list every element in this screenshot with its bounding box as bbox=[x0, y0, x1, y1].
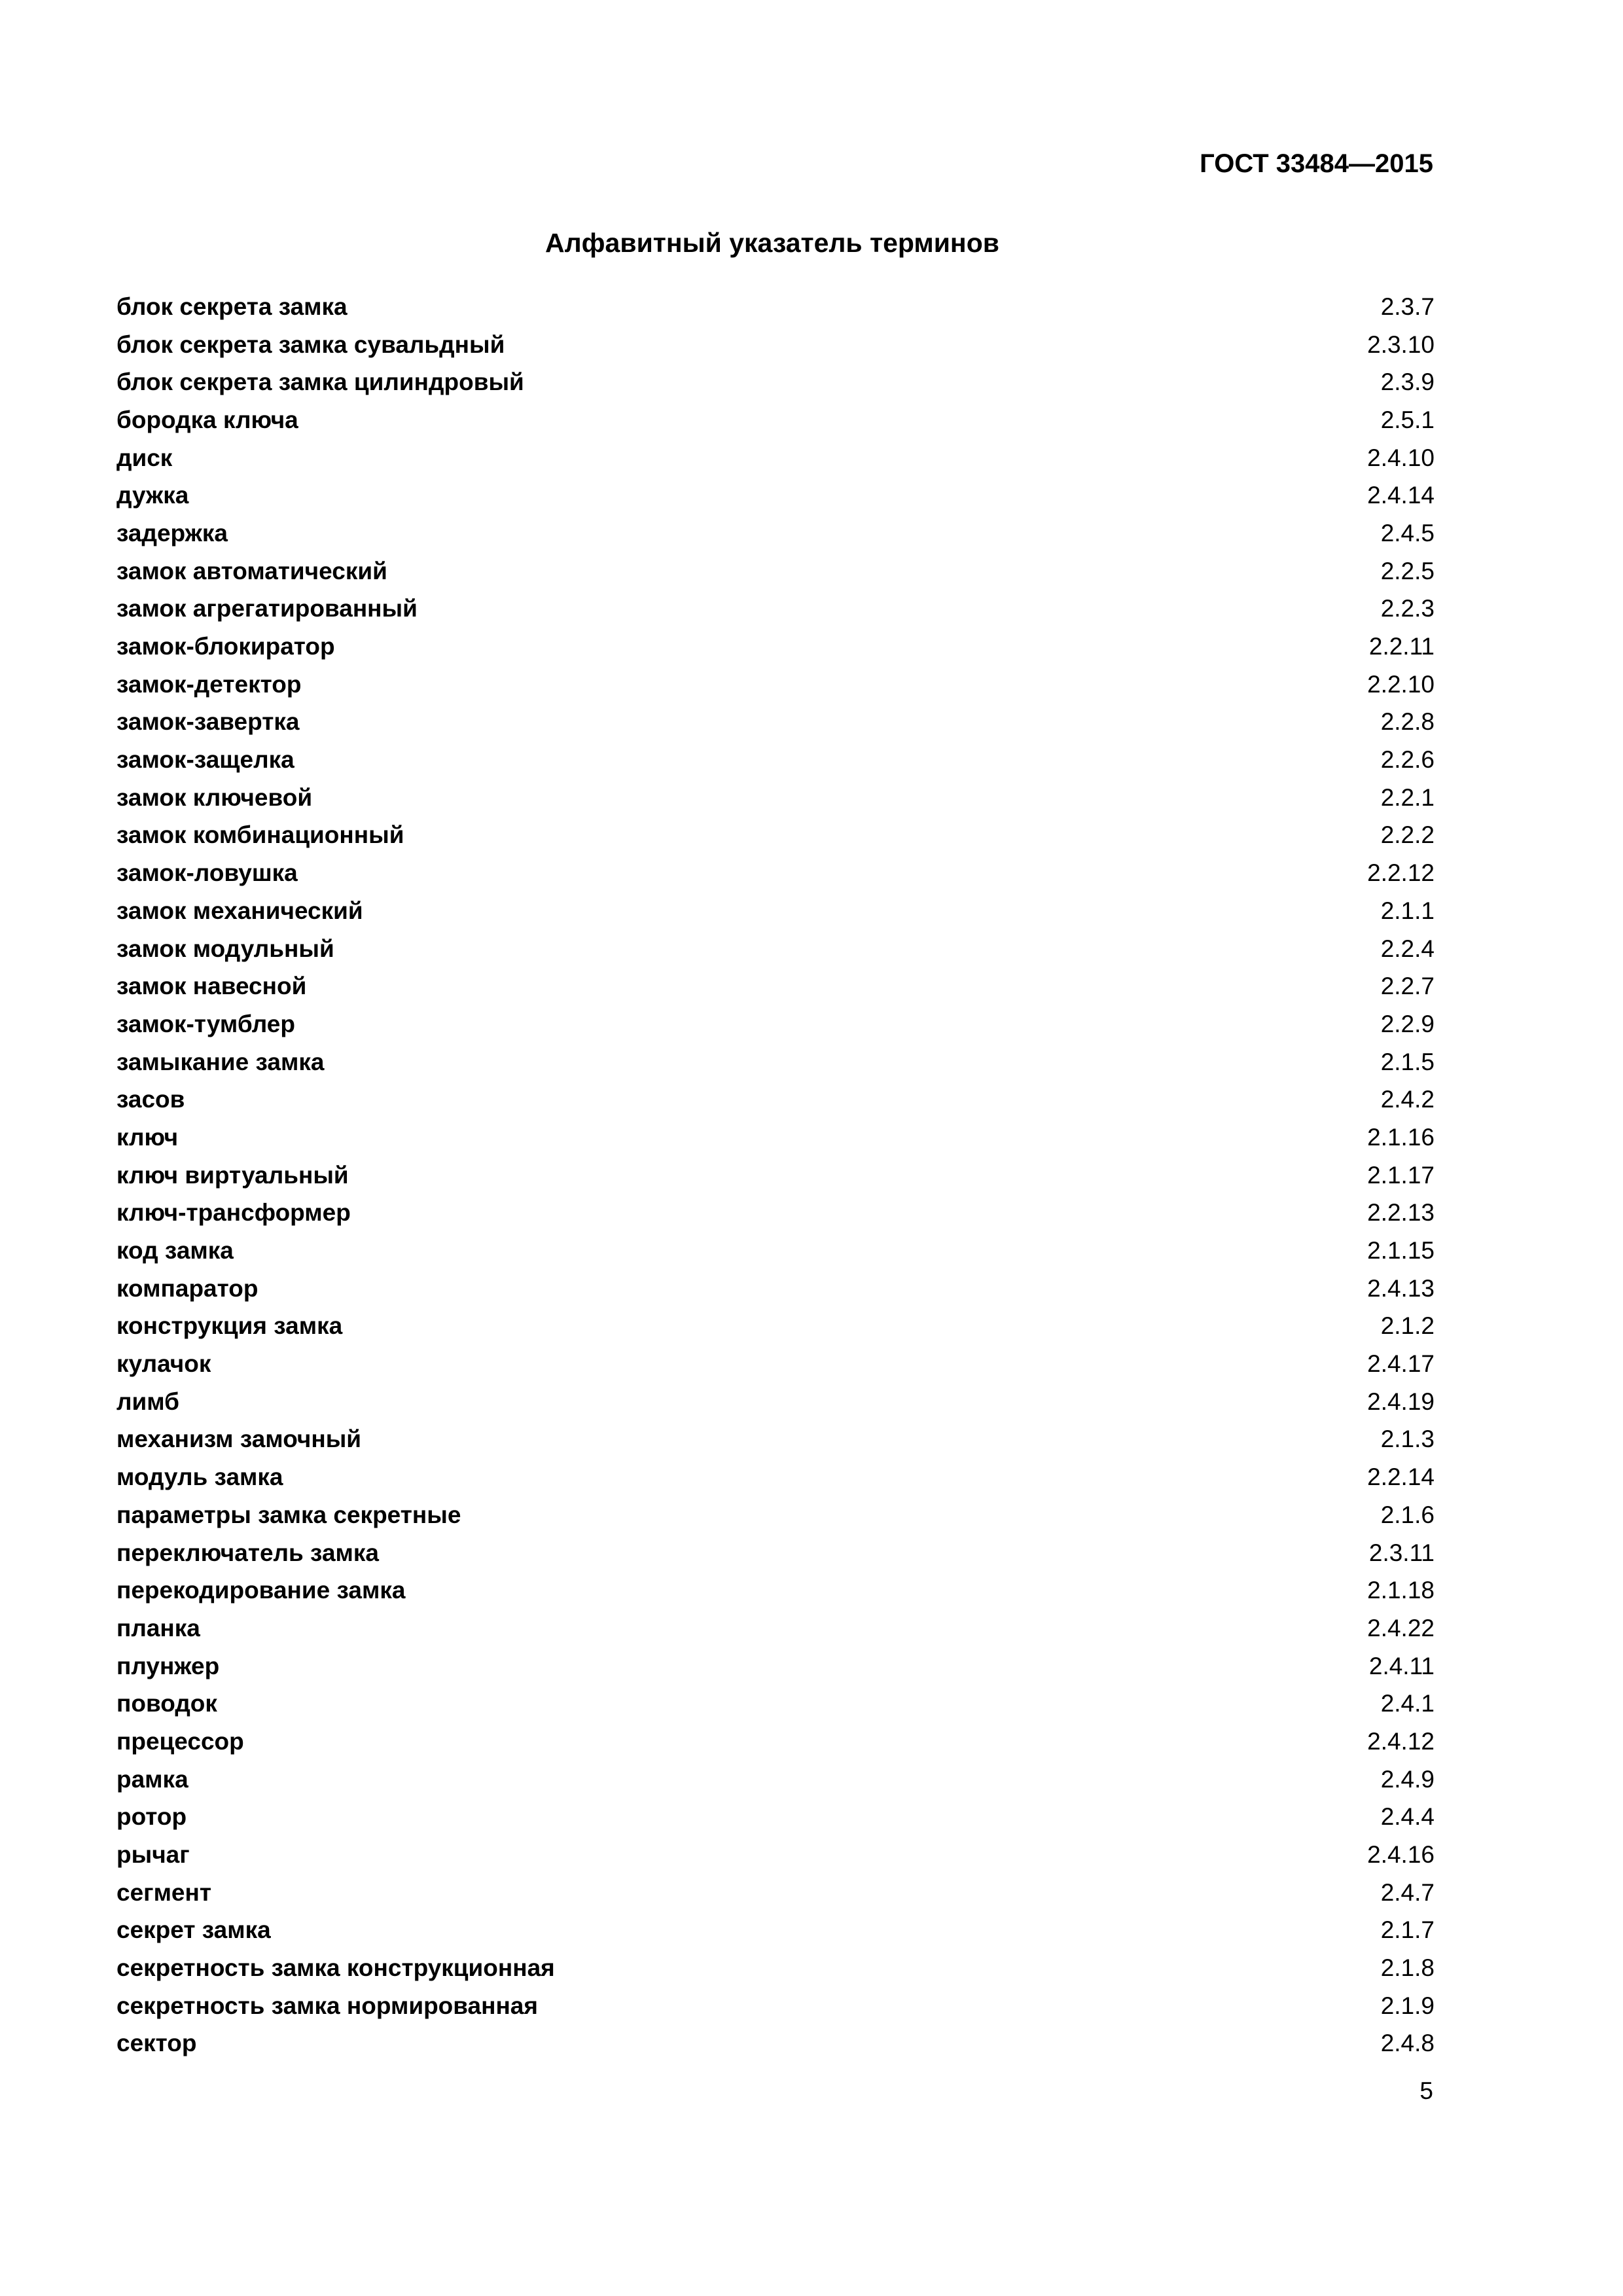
index-term: плунжер bbox=[116, 1652, 220, 1679]
index-entry bbox=[116, 1647, 1435, 1685]
index-entry bbox=[116, 1799, 1435, 1837]
index-entry bbox=[116, 1761, 1435, 1799]
index-term: переключатель замка bbox=[116, 1539, 380, 1566]
index-term: замок-детектор bbox=[116, 670, 302, 698]
index-reference: 2.2.14 bbox=[1367, 1463, 1435, 1491]
index-entry bbox=[116, 1571, 1435, 1609]
index-entry bbox=[116, 1685, 1435, 1723]
index-term: ротор bbox=[116, 1803, 187, 1831]
index-reference: 2.2.6 bbox=[1380, 746, 1435, 774]
index-term: замок-защелка bbox=[116, 746, 294, 774]
index-reference: 2.2.10 bbox=[1367, 670, 1435, 698]
index-reference: 2.4.12 bbox=[1367, 1727, 1435, 1755]
index-term: механизм замочный bbox=[116, 1426, 362, 1453]
index-entry bbox=[116, 741, 1435, 779]
index-entry bbox=[116, 1421, 1435, 1459]
index-entry bbox=[116, 439, 1435, 477]
index-reference: 2.1.16 bbox=[1367, 1123, 1435, 1151]
index-reference: 2.1.1 bbox=[1380, 897, 1435, 924]
index-reference: 2.4.7 bbox=[1380, 1878, 1435, 1906]
index-term: параметры замка секретные bbox=[116, 1501, 461, 1528]
index-entry bbox=[116, 288, 1435, 326]
standard-code: ГОСТ 33484—2015 bbox=[1200, 149, 1433, 178]
index-term: замок автоматический bbox=[116, 557, 387, 584]
index-reference: 2.5.1 bbox=[1380, 406, 1435, 433]
index-reference: 2.1.18 bbox=[1367, 1577, 1435, 1604]
index-term: блок секрета замка bbox=[116, 293, 348, 320]
index-term: планка bbox=[116, 1614, 200, 1641]
index-term: кулачок bbox=[116, 1350, 211, 1378]
index-term: замок агрегатированный bbox=[116, 595, 418, 622]
index-entry bbox=[116, 514, 1435, 552]
index-term: конструкция замка bbox=[116, 1312, 343, 1340]
index-term: замок комбинационный bbox=[116, 821, 404, 849]
index-entry bbox=[116, 628, 1435, 666]
index-entry bbox=[116, 476, 1435, 514]
index-term: замок-тумблер bbox=[116, 1010, 295, 1037]
index-reference: 2.2.11 bbox=[1368, 633, 1435, 660]
index-reference: 2.1.6 bbox=[1380, 1501, 1435, 1528]
index-reference: 2.1.9 bbox=[1380, 1992, 1435, 2019]
index-reference: 2.4.1 bbox=[1380, 1690, 1435, 1717]
index-reference: 2.2.13 bbox=[1367, 1199, 1435, 1227]
index-entry bbox=[116, 590, 1435, 628]
index-reference: 2.2.4 bbox=[1380, 935, 1435, 962]
index-entry bbox=[116, 1383, 1435, 1421]
index-reference: 2.1.5 bbox=[1380, 1048, 1435, 1075]
index-term: замок механический bbox=[116, 897, 363, 924]
index-reference: 2.3.11 bbox=[1368, 1539, 1435, 1566]
index-entry bbox=[116, 1723, 1435, 1761]
index-reference: 2.4.8 bbox=[1380, 2030, 1435, 2057]
index-reference: 2.4.2 bbox=[1380, 1086, 1435, 1113]
index-entry bbox=[116, 1157, 1435, 1194]
index-entry bbox=[116, 1609, 1435, 1647]
index-term: рамка bbox=[116, 1765, 188, 1793]
index-term: замок-блокиратор bbox=[116, 633, 335, 660]
index-entry bbox=[116, 1874, 1435, 1912]
index-entry bbox=[116, 666, 1435, 704]
index-term: блок секрета замка цилиндровый bbox=[116, 368, 524, 396]
index-reference: 2.2.7 bbox=[1380, 973, 1435, 1000]
index-reference: 2.3.7 bbox=[1380, 293, 1435, 320]
index-entry bbox=[116, 1496, 1435, 1534]
index-entry bbox=[116, 1987, 1435, 2025]
index-term: перекодирование замка bbox=[116, 1577, 406, 1604]
index-entry bbox=[116, 552, 1435, 590]
index-entry bbox=[116, 779, 1435, 817]
index-entry bbox=[116, 1458, 1435, 1496]
page-number: 5 bbox=[1419, 2077, 1433, 2104]
index-entry bbox=[116, 2025, 1435, 2063]
index-entry bbox=[116, 1194, 1435, 1232]
index-term: модуль замка bbox=[116, 1463, 283, 1491]
index-term: поводок bbox=[116, 1690, 217, 1717]
index-reference: 2.4.16 bbox=[1367, 1841, 1435, 1869]
index-reference: 2.4.14 bbox=[1367, 482, 1435, 509]
index-reference: 2.1.8 bbox=[1380, 1954, 1435, 1982]
index-entry bbox=[116, 854, 1435, 892]
index-reference: 2.1.3 bbox=[1380, 1426, 1435, 1453]
index-term: замок-ловушка bbox=[116, 859, 298, 887]
index-term: секретность замка конструкционная bbox=[116, 1954, 555, 1982]
index-term: ключ-трансформер bbox=[116, 1199, 351, 1227]
index-reference: 2.2.3 bbox=[1380, 595, 1435, 622]
index-reference: 2.4.9 bbox=[1380, 1765, 1435, 1793]
index-reference: 2.3.9 bbox=[1380, 368, 1435, 396]
index-reference: 2.1.17 bbox=[1367, 1161, 1435, 1189]
index-term: лимб bbox=[116, 1388, 179, 1415]
index-reference: 2.4.22 bbox=[1367, 1614, 1435, 1641]
index-reference: 2.4.11 bbox=[1368, 1652, 1435, 1679]
index-entry bbox=[116, 930, 1435, 968]
index-reference: 2.1.15 bbox=[1367, 1237, 1435, 1265]
index-entry bbox=[116, 1043, 1435, 1081]
index-term: бородка ключа bbox=[116, 406, 298, 433]
index-entry bbox=[116, 1345, 1435, 1383]
index-entry bbox=[116, 1836, 1435, 1874]
index-term: рычаг bbox=[116, 1841, 190, 1869]
index-term: сегмент bbox=[116, 1878, 211, 1906]
index-entry bbox=[116, 817, 1435, 855]
index-reference: 2.2.2 bbox=[1380, 821, 1435, 849]
index-entry bbox=[116, 967, 1435, 1005]
index-entry bbox=[116, 892, 1435, 930]
index-reference: 2.1.2 bbox=[1380, 1312, 1435, 1340]
index-term: блок секрета замка сувальдный bbox=[116, 331, 505, 358]
index-entry bbox=[116, 1119, 1435, 1157]
index-entry bbox=[116, 326, 1435, 364]
index-term: секрет замка bbox=[116, 1916, 271, 1944]
index-reference: 2.4.10 bbox=[1367, 444, 1435, 471]
index-reference: 2.3.10 bbox=[1367, 331, 1435, 358]
index-term: задержка bbox=[116, 519, 228, 547]
index-entry bbox=[116, 363, 1435, 401]
index-entry bbox=[116, 704, 1435, 742]
index-reference: 2.4.17 bbox=[1367, 1350, 1435, 1378]
term-index-list bbox=[116, 288, 1435, 2062]
index-term: сектор bbox=[116, 2030, 197, 2057]
index-entry bbox=[116, 1270, 1435, 1308]
index-entry bbox=[116, 1534, 1435, 1572]
index-term: замок модульный bbox=[116, 935, 334, 962]
index-term: код замка bbox=[116, 1237, 234, 1265]
index-term: замок навесной bbox=[116, 973, 307, 1000]
index-reference: 2.2.1 bbox=[1380, 783, 1435, 811]
index-reference: 2.2.8 bbox=[1380, 708, 1435, 736]
index-term: дужка bbox=[116, 482, 189, 509]
index-reference: 2.4.5 bbox=[1380, 519, 1435, 547]
index-entry bbox=[116, 1081, 1435, 1119]
index-term: ключ bbox=[116, 1123, 179, 1151]
index-reference: 2.1.7 bbox=[1380, 1916, 1435, 1944]
index-term: прецессор bbox=[116, 1727, 244, 1755]
index-term: замыкание замка bbox=[116, 1048, 325, 1075]
index-term: ключ виртуальный bbox=[116, 1161, 349, 1189]
page-title: Алфавитный указатель терминов bbox=[545, 228, 999, 258]
index-term: диск bbox=[116, 444, 173, 471]
index-term: засов bbox=[116, 1086, 185, 1113]
index-term: компаратор bbox=[116, 1274, 259, 1302]
index-entry bbox=[116, 401, 1435, 439]
index-entry bbox=[116, 1232, 1435, 1270]
index-reference: 2.2.12 bbox=[1367, 859, 1435, 887]
index-entry bbox=[116, 1308, 1435, 1346]
index-reference: 2.4.13 bbox=[1367, 1274, 1435, 1302]
index-entry bbox=[116, 1949, 1435, 1987]
index-reference: 2.2.9 bbox=[1380, 1010, 1435, 1037]
index-reference: 2.4.19 bbox=[1367, 1388, 1435, 1415]
index-term: секретность замка нормированная bbox=[116, 1992, 538, 2019]
index-term: замок ключевой bbox=[116, 783, 313, 811]
index-entry bbox=[116, 1912, 1435, 1950]
index-entry bbox=[116, 1005, 1435, 1043]
index-reference: 2.4.4 bbox=[1380, 1803, 1435, 1831]
index-term: замок-завертка bbox=[116, 708, 300, 736]
index-reference: 2.2.5 bbox=[1380, 557, 1435, 584]
